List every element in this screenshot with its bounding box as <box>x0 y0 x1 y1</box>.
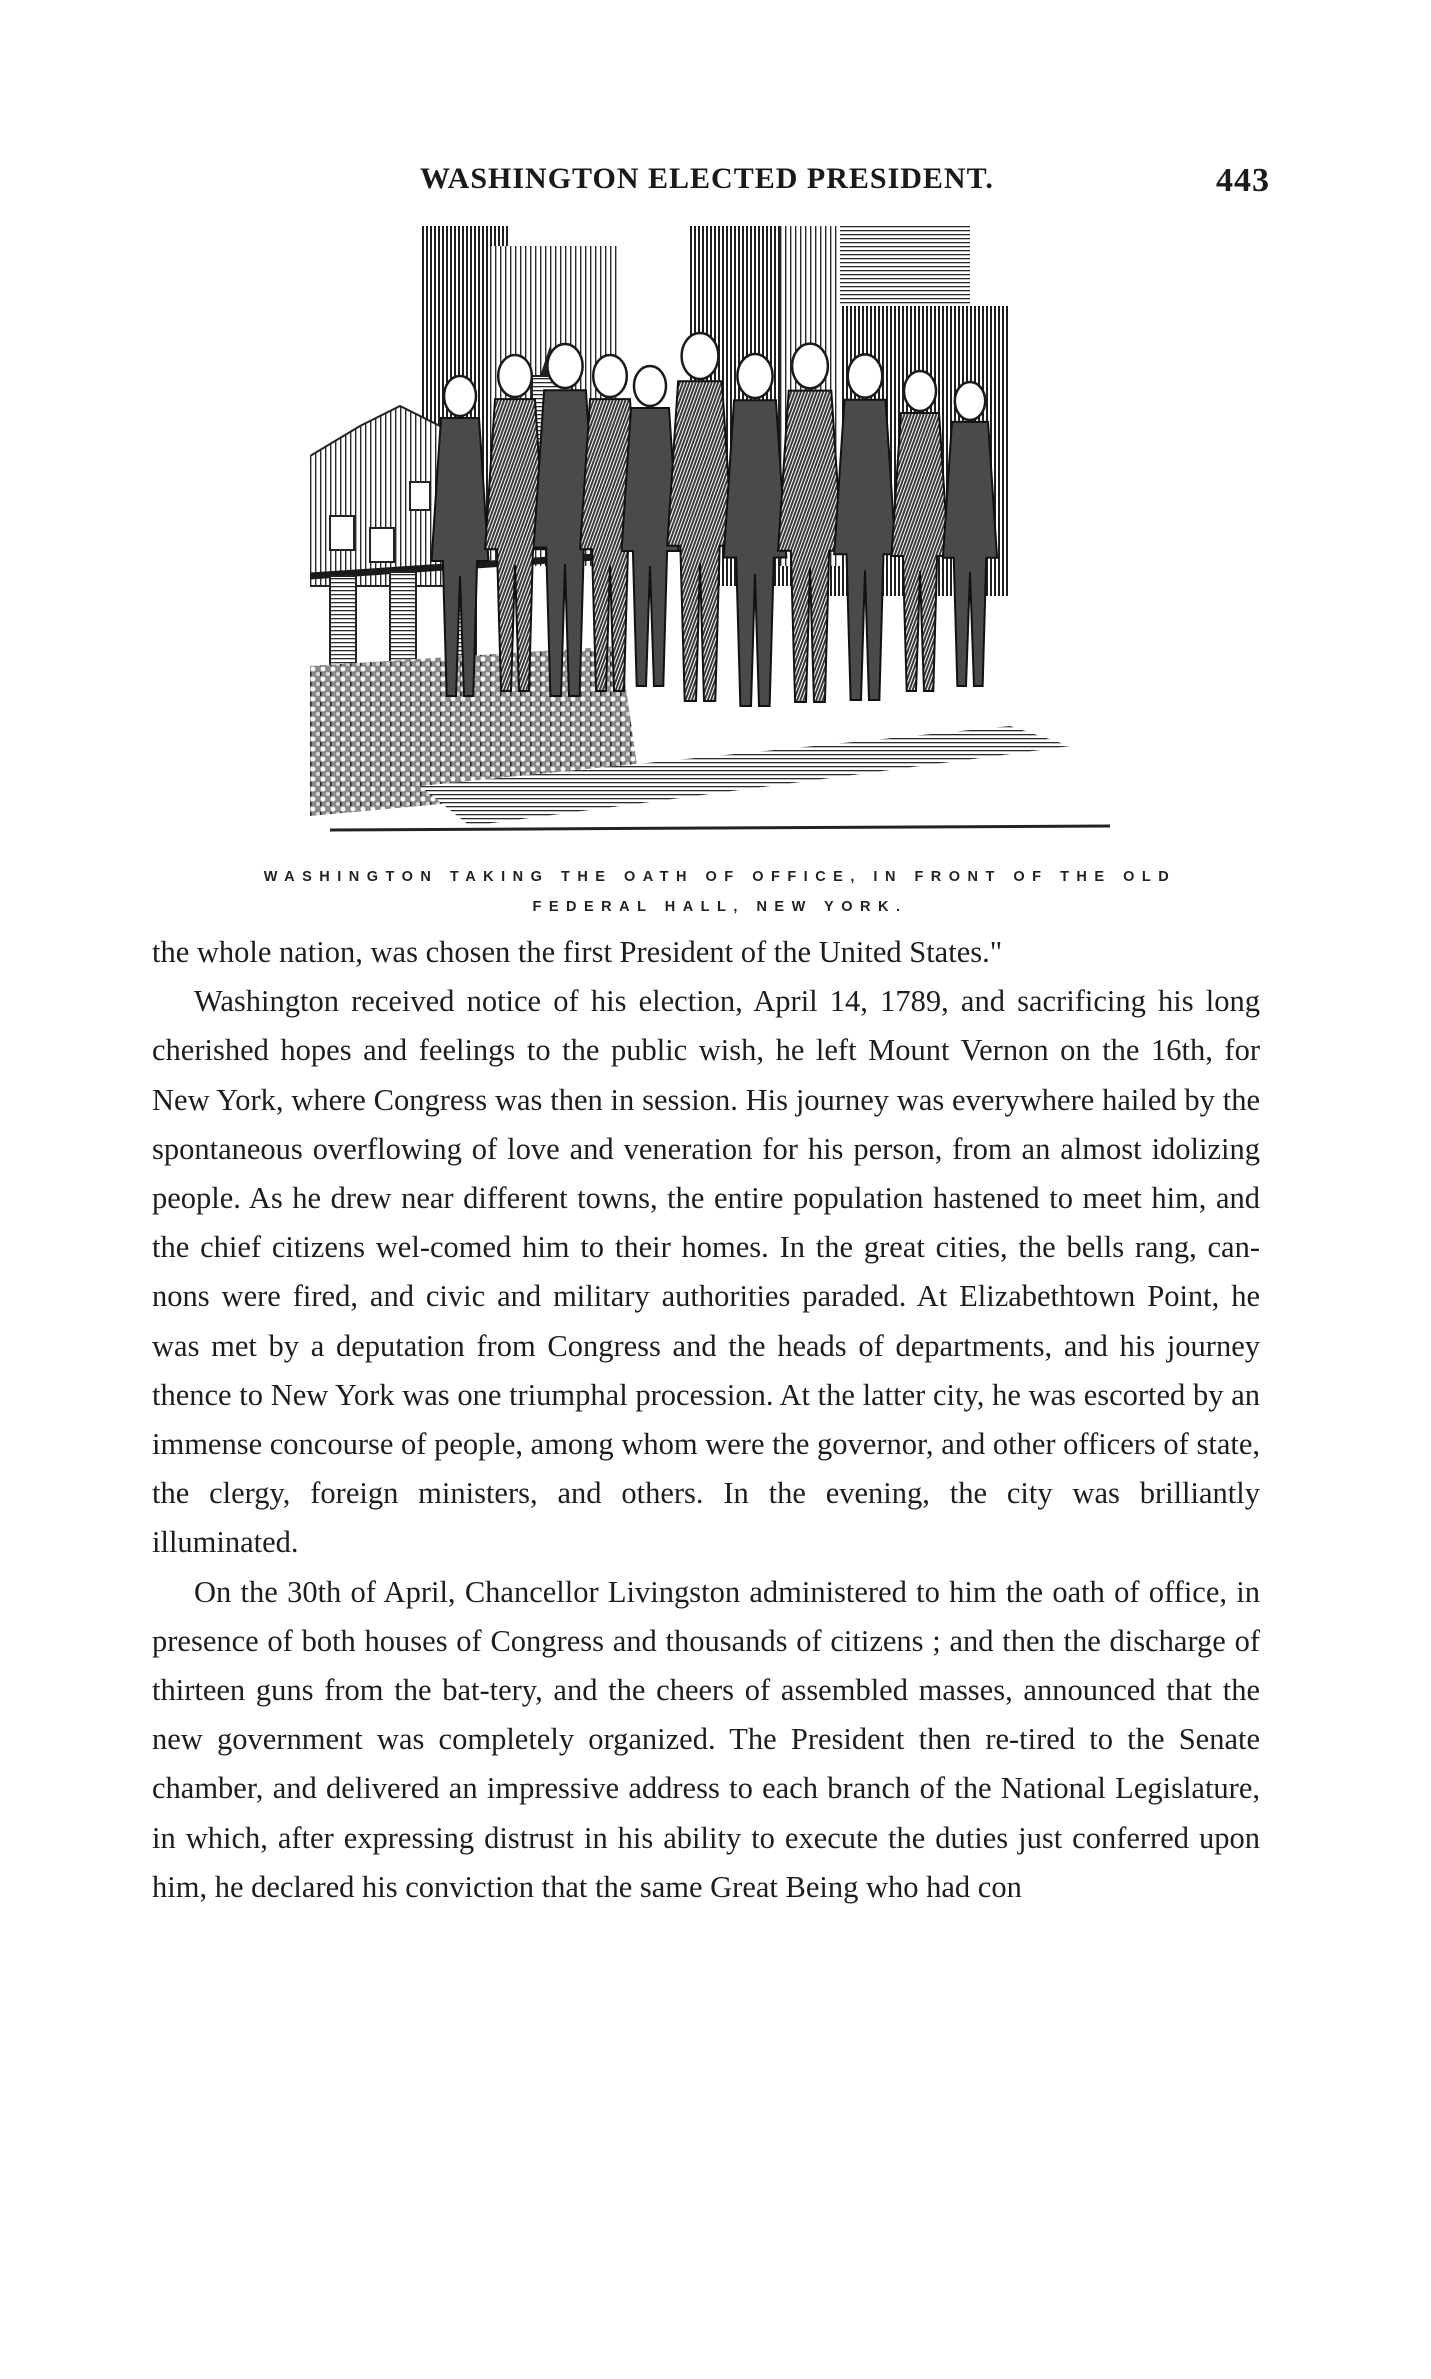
figure <box>834 354 896 700</box>
illustration-caption <box>160 862 1280 922</box>
page-number: 443 <box>1216 162 1270 199</box>
figure <box>943 382 997 686</box>
engraving-illustration <box>310 226 1110 838</box>
building-entablature <box>830 226 970 306</box>
ground-line <box>330 826 1110 830</box>
figure <box>778 344 842 702</box>
house-window <box>330 516 354 550</box>
figure <box>892 371 949 691</box>
house-window <box>410 482 430 510</box>
figures-group <box>432 333 998 706</box>
body-text <box>152 928 1260 1912</box>
figure <box>667 333 733 701</box>
running-head <box>420 162 1270 202</box>
paragraph: Washington received notice of his election, April 14, 1789, and sacrificing his long cherished hopes and feelings to the public wish, he left Mount Vernon on the 16th, for New York, where Congress was then in session. His journey was everywhere hailed by the spontaneous overflowing of love and veneration for his person, from an almost idolizing people. As he drew near different towns, the entire population hastened to meet him, and the chief citizens wel-comed him to their homes. In the great cities, the bells rang, can-nons were fired, and civic and military authorities paraded. At Elizabethtown Point, he was met by a deputation from Congress and the heads of departments, and his journey thence to New York was one triumphal procession. At the latter city, he was escorted by an immense concourse of people, among whom were the governor, and other officers of state, the clergy, foreign ministers, and others. In the evening, the city was brilliantly illuminated. <box>152 984 1260 1560</box>
caption-line-2: FEDERAL HALL, NEW YORK. <box>532 899 908 915</box>
figure <box>724 354 787 706</box>
paragraph: On the 30th of April, Chancellor Livingston administered to him the oath of office, in presence of both houses of Congress and thousands of citizens ; and then the discharge of thirteen guns from the bat-tery, and the cheers of assembled masses, announced that the new government was completely organized. The President then re-tired to the Senate chamber, and delivered an impressive address to each branch of the National Legislature, in which, after expressing distrust in his ability to execute the duties just conferred upon him, he declared his conviction that the same Great Being who had con <box>152 1574 1260 1904</box>
caption-line-1: WASHINGTON TAKING THE OATH OF OFFICE, IN FRONT OF THE OLD <box>263 869 1177 885</box>
engraving-image <box>310 226 1110 838</box>
paragraph: the whole nation, was chosen the first President of the United States." <box>152 935 1003 969</box>
running-title: WASHINGTON ELECTED PRESIDENT. <box>420 162 994 195</box>
house-window <box>370 528 394 562</box>
